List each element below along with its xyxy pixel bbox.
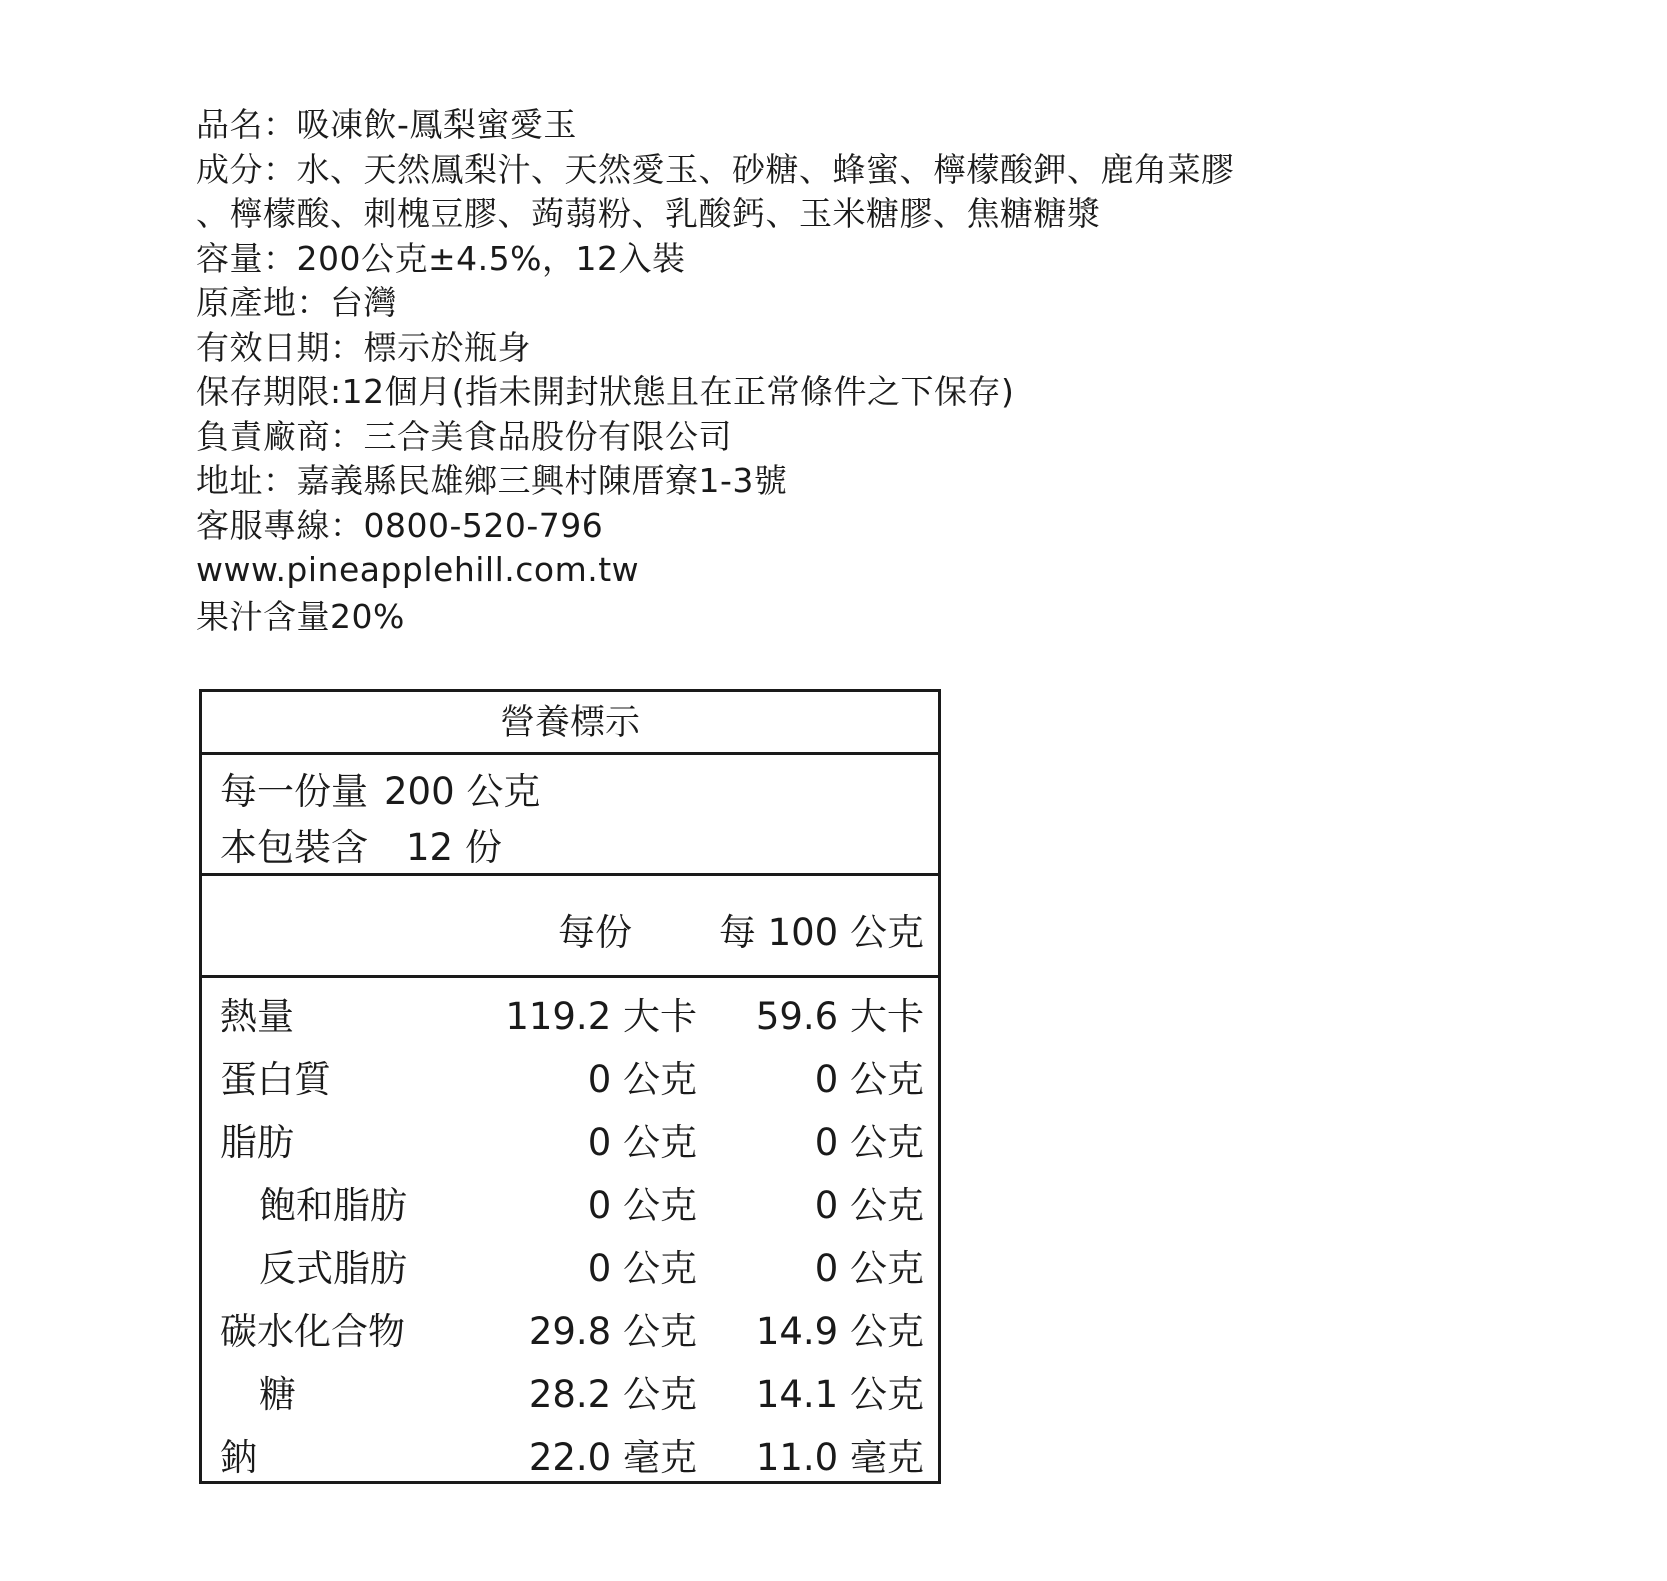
nutrient-per-100g: 14.1 公克 — [755, 1373, 924, 1416]
nutrient-row-carbohydrate — [202, 1293, 938, 1356]
serving-size-label: 每一份量 — [220, 770, 368, 813]
product-name: 品名：吸凍飲-鳳梨蜜愛玉 — [196, 105, 577, 144]
serving-size — [220, 761, 540, 815]
nutrient-label: 熱量 — [220, 995, 294, 1038]
nutrition-title: 營養標示 — [202, 692, 938, 755]
nutrient-row-calories — [202, 978, 938, 1041]
ingredients-line-2: 、檸檬酸、刺槐豆膠、蒟蒻粉、乳酸鈣、玉米糖膠、焦糖糖漿 — [196, 194, 1101, 233]
nutrient-label: 脂肪 — [220, 1121, 294, 1164]
nutrient-per-100g: 0 公克 — [814, 1247, 924, 1290]
nutrient-label: 碳水化合物 — [220, 1310, 405, 1353]
shelf-life: 保存期限:12個月(指未開封狀態且在正常條件之下保存) — [196, 372, 1015, 411]
nutrient-label: 蛋白質 — [220, 1058, 331, 1101]
nutrient-per-100g: 0 公克 — [814, 1121, 924, 1164]
column-header-per-serving: 每份 — [558, 911, 632, 954]
nutrient-per-100g: 11.0 毫克 — [755, 1436, 924, 1479]
nutrient-row-sugar — [202, 1356, 938, 1419]
nutrient-row-protein — [202, 1041, 938, 1104]
nutrient-per-serving: 29.8 公克 — [528, 1310, 697, 1353]
nutrient-per-100g: 0 公克 — [814, 1058, 924, 1101]
website: www.pineapplehill.com.tw — [196, 550, 640, 589]
column-header-per-100g: 每 100 公克 — [718, 911, 924, 954]
address: 地址：嘉義縣民雄鄉三興村陳厝寮1-3號 — [196, 461, 788, 500]
nutrient-label: 飽和脂肪 — [259, 1184, 407, 1227]
nutrient-per-100g: 0 公克 — [814, 1184, 924, 1227]
nutrition-facts-table — [199, 689, 941, 1484]
serving-info — [202, 755, 938, 876]
nutrient-label: 糖 — [259, 1373, 296, 1416]
column-headers — [202, 876, 938, 978]
servings-per-package-value: 12 份 — [406, 826, 502, 869]
serving-size-value: 200 公克 — [384, 770, 541, 813]
servings-per-package-label: 本包裝含 — [220, 826, 368, 869]
nutrient-per-100g: 14.9 公克 — [755, 1310, 924, 1353]
juice-content: 果汁含量20% — [196, 596, 405, 636]
nutrient-per-serving: 0 公克 — [587, 1247, 697, 1290]
expiry-date: 有效日期：標示於瓶身 — [196, 327, 531, 367]
nutrient-per-serving: 28.2 公克 — [528, 1373, 697, 1416]
nutrient-row-trans-fat — [202, 1230, 938, 1293]
nutrient-rows — [202, 978, 938, 1482]
manufacturer: 負責廠商：三合美食品股份有限公司 — [196, 416, 732, 456]
nutrient-per-serving: 22.0 毫克 — [528, 1436, 697, 1479]
nutrient-label: 反式脂肪 — [259, 1247, 407, 1290]
nutrient-row-saturated-fat — [202, 1167, 938, 1230]
nutrient-per-100g: 59.6 大卡 — [755, 995, 924, 1038]
capacity: 容量：200公克±4.5%，12入裝 — [196, 238, 686, 278]
product-info — [196, 103, 1496, 639]
nutrient-row-sodium — [202, 1419, 938, 1482]
origin: 原產地：台灣 — [196, 283, 397, 322]
nutrient-per-serving: 0 公克 — [587, 1058, 697, 1101]
nutrient-per-serving: 0 公克 — [587, 1184, 697, 1227]
nutrient-per-serving: 0 公克 — [587, 1121, 697, 1164]
nutrient-row-fat — [202, 1104, 938, 1167]
nutrient-label: 鈉 — [220, 1436, 257, 1479]
customer-hotline: 客服專線：0800-520-796 — [196, 505, 604, 545]
nutrient-per-serving: 119.2 大卡 — [505, 995, 697, 1038]
ingredients-line-1: 成分：水、天然鳳梨汁、天然愛玉、砂糖、蜂蜜、檸檬酸鉀、鹿角菜膠 — [196, 149, 1235, 189]
servings-per-package — [220, 817, 502, 871]
